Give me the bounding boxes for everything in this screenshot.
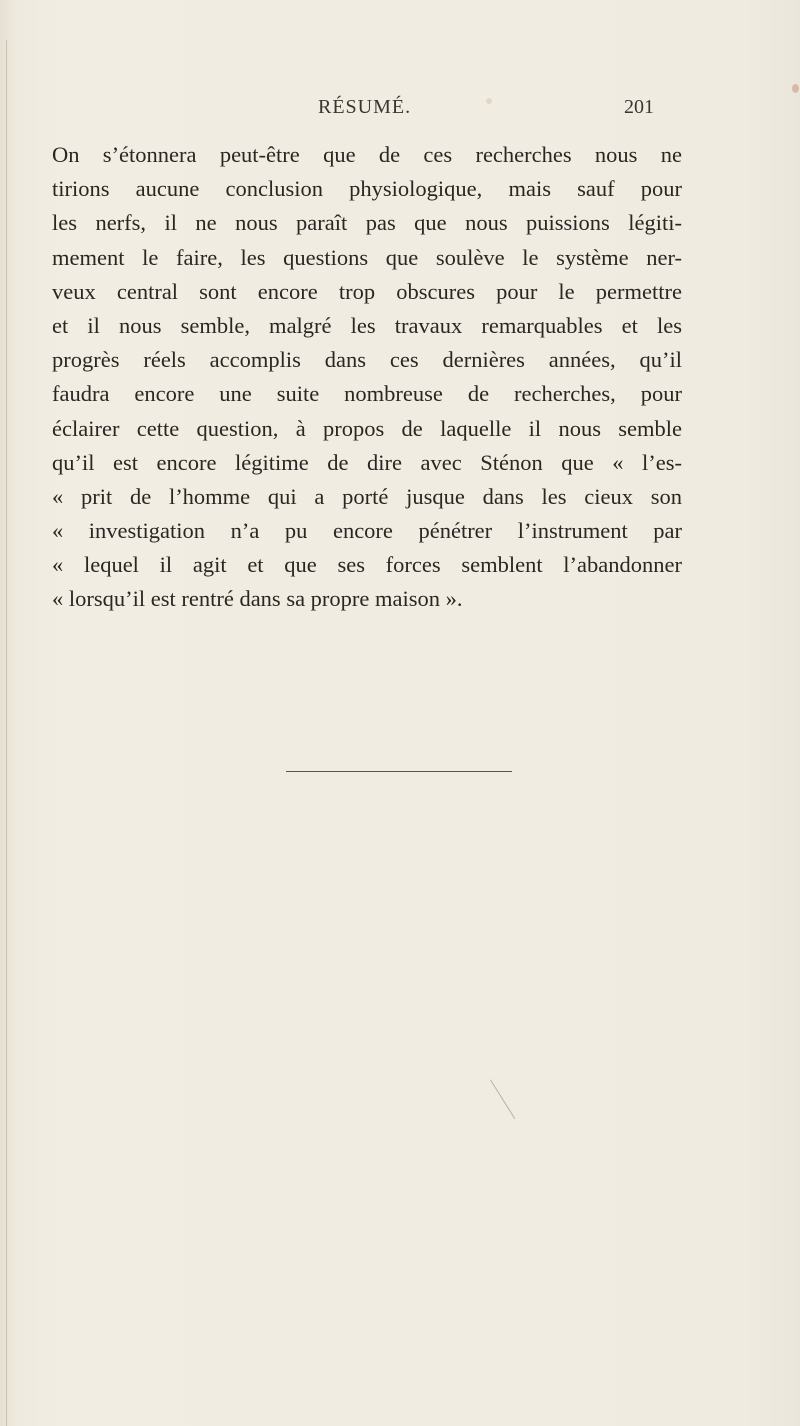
paper-scratch: [490, 1079, 515, 1119]
text-line: « prit de l’homme qui a porté jusque dans les cieux son: [52, 483, 682, 509]
text-line: On s’étonnera peut-être que de ces recherches nous ne: [52, 142, 682, 167]
text-line: « lorsqu’il est rentré dans sa propre maison ».: [52, 586, 463, 612]
running-title: RÉSUMÉ.: [318, 96, 412, 118]
text-line: tirions aucune conclusion physiologique, mais sauf pour: [52, 176, 682, 202]
text-line: faudra encore une suite nombreuse de recherches, pour: [52, 381, 682, 407]
text-line: et il nous semble, malgré les travaux remarquables et les: [52, 312, 682, 338]
text-line: veux central sont encore trop obscures pour le permettre: [52, 278, 682, 304]
page-number: 201: [624, 96, 654, 118]
section-divider: [286, 771, 512, 772]
text-line: les nerfs, il ne nous paraît pas que nous puissions légiti-: [52, 210, 682, 236]
body-paragraph: [52, 138, 682, 617]
text-line: « investigation n’a pu encore pénétrer l’instrument par: [52, 518, 682, 544]
text-line: éclairer cette question, à propos de laquelle il nous semble: [52, 415, 682, 441]
text-line: qu’il est encore légitime de dire avec Sténon que « l’es-: [52, 449, 682, 475]
text-line: « lequel il agit et que ses forces semblent l’abandonner: [52, 552, 682, 578]
text-line: progrès réels accomplis dans ces dernières années, qu’il: [52, 347, 682, 373]
text-line: mement le faire, les questions que soulève le système ner-: [52, 244, 682, 270]
paper-stain: [792, 84, 799, 93]
page-header: [318, 96, 654, 126]
page-gutter-line: [6, 40, 7, 1426]
